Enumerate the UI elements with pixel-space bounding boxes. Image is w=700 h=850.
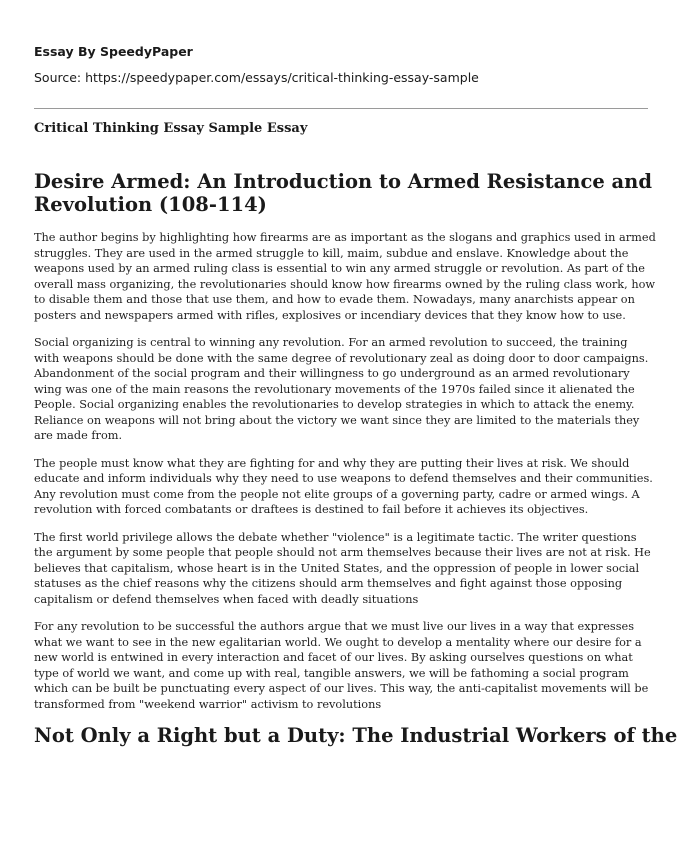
essay-body <box>34 170 678 761</box>
paragraph: The author begins by highlighting how firearms are as important as the slogans and graphics used in armed struggles. They are used in the armed struggle to kill, maim, subdue and enslave. Knowledge about the weapons used by an armed ruling class is essential to win any armed struggle or revolution. As part of the overall mass organizing, the revolutionaries should know how firearms owned by the ruling class work, how to disable them and those that use them, and how to evade them. Nowadays, many anarchists appear on posters and newspapers armed with rifles, explosives or incendiary devices that they know how to use. <box>34 231 656 322</box>
paragraph: The people must know what they are fighting for and why they are putting their lives at risk. We should educate and inform individuals why they need to use weapons to defend themselves and their communities. Any revolution must come from the people not elite groups of a governing party, cadre or armed wings. A revolution with forced combatants or draftees is destined to fail before it achieves its objectives. <box>34 456 653 516</box>
header-divider <box>34 108 648 109</box>
paragraph: Social organizing is central to winning any revolution. For an armed revolution to succeed, the training with weapons should be done with the same degree of revolutionary zeal as doing door to door campaigns. Abandonment of the social program and their willingness to go underground as an armed revolutionary wing was one of the main reasons the revolutionary movements of the 1970s failed since it alienated the People. Social organizing enables the revolutionaries to develop strategies in which to attack the enemy. Reliance on weapons will not bring about the victory we want since they are limited to the materials they are made from. <box>34 336 649 442</box>
source-link[interactable]: Source: https://speedypaper.com/essays/critical-thinking-essay-sample <box>34 70 479 85</box>
essay-title: Critical Thinking Essay Sample Essay <box>34 121 308 136</box>
section-heading: Desire Armed: An Introduction to Armed Resistance and Revolution (108-114) <box>34 170 652 216</box>
paragraph: The first world privilege allows the debate whether "violence" is a legitimate tactic. The writer questions the argument by some people that people should not arm themselves because their lives are not at risk. He believes that capitalism, whose heart is in the United States, and the oppression of people in lower social statuses as the chief reasons why the citizens should arm themselves and fight against those opposing capitalism or defend themselves when faced with deadly situations <box>34 530 651 606</box>
section-heading: Not Only a Right but a Duty: The Industrial Workers of the <box>34 724 678 747</box>
paragraph: For any revolution to be successful the authors argue that we must live our lives in a way that expresses what we want to see in the new egalitarian world. We ought to develop a mentality where our desire for a new world is entwined in every interaction and facet of our lives. By asking ourselves questions on what type of world we want, and come up with real, tangible answers, we will be fathoming a social program which can be built be punctuating every aspect of our lives. This way, the anti-capitalist movements will be transformed from "weekend warrior" activism to revolutions <box>34 620 649 711</box>
document-header-title: Essay By SpeedyPaper <box>34 44 193 59</box>
